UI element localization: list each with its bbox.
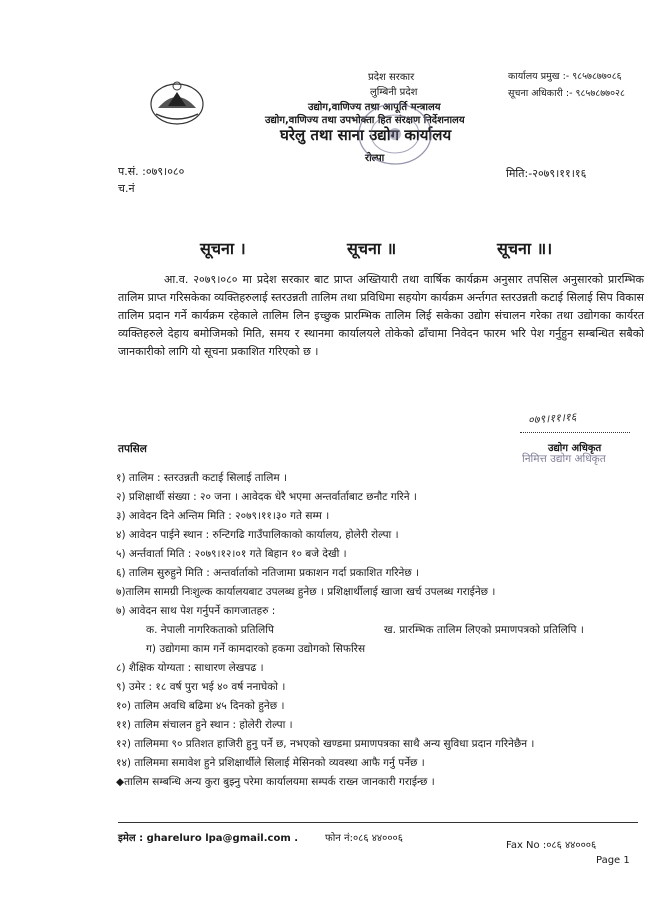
ministry-label: उद्योग,वाणिज्य तथा आपूर्ति मन्त्रालय [308,102,441,113]
list-item: ९) उमेर : १८ वर्ष पुरा भई ४० वर्ष ननाघेको । [116,681,286,693]
list-item: २) प्रशिक्षार्थी संख्या : २० जना । आवेदक धेरै भएमा अन्तर्वार्ताबाट छनौट गरिने । [116,491,417,503]
letter-number: प.सं. :०७९।०८० [118,165,185,178]
notice-body [118,271,644,361]
notice-heading-1: सूचना । [200,239,246,258]
list-item: १) तालिम : स्तरउन्नती कटाई सिलाई तालिम । [116,472,287,484]
info-officer-contact: सूचना अधिकारी :- ९८५७८७७०२८ [508,88,625,99]
footer-fax: Fax No :०८६ ४४०००६ [506,840,597,851]
list-item: ८) शैक्षिक योग्यता : साधारण लेखपढ । [116,662,264,674]
list-item: ३) आवेदन दिने अन्तिम मिति : २०७९।११।३० गते सम्म । [116,510,330,522]
office-title: घरेलु तथा साना उद्योग कार्यालय [280,126,452,144]
signatory-title: उद्योग अधिकृत [548,443,602,454]
notice-heading-3: सूचना ॥। [497,239,553,258]
directorate-label: उद्योग,वाणिज्य तथा उपभोक्ता हित संरक्षण निर्देशनालय [265,115,465,126]
district-label: रोल्पा [365,153,385,164]
list-item: ११) तालिम संचालन हुने स्थान : होलेरी रोल्पा । [116,719,293,731]
footer-divider [118,822,638,823]
signature-scrawl: ०७९।११।१६ [527,410,577,427]
footer-phone: फोन नं:०८६ ४४०००६ [325,833,403,844]
notice-body-text: आ.व. २०७९।०८० मा प्रदेश सरकार बाट प्राप्त अख्तियारी तथा वार्षिक कार्यक्रम अनुसार तपसिल अनुसारको प्रारम्भिक तालिम प्राप्त गरिसकेका व्यक्तिहरुलाई स्तरउन्नती तालिम तथा प्रविधिमा सहयोग कार्यक्रम अर्न्तगत स्तरउन्नती कटाई सिलाई सिप विकास तालिम प्रदान गर्ने कार्यक्रम रहेकाले तालिम लिन इच्छुक प्रारम्भिक तालिम लिई सकेका उद्योग संचालन गरेका तथा उद्योगका कार्यरत व्यक्तिहरुले देहाय बमोजिमको मिति, समय र स्थानमा कार्यालयले तोकेको ढाँचामा निवेदन फारम भरि पेश गर्नुहुन सम्बन्धित सबैको जानकारीको लागि यो सूचना प्रकाशित गरिएको छ । [118,273,644,358]
nepal-emblem-icon [148,78,206,126]
list-item: ग) उद्योगमा काम गर्ने कामदारको हकमा उद्योगको सिफरिस [146,643,366,655]
signature-line [520,432,630,433]
dispatch-number: च.नं [118,182,135,195]
province-label: लुम्बिनी प्रदेश [370,87,418,98]
list-item: १४) तालिममा समावेश हुने प्रशिक्षार्थीले सिलाई मेसिनको व्यवस्था आफै गर्नु पर्नेछ । [116,757,425,769]
list-item: ७)तालिम सामग्री निःशुल्क कार्यालयबाट उपलब्ध हुनेछ । प्रशिक्षार्थीलाई खाजा खर्च उपलब्ध गराईनेछ । [116,586,496,598]
officer-stamp: निमित्त उद्योग अधिकृत [522,453,606,465]
list-item: ६) तालिम सुरुहुने मिति : अन्तर्वार्ताको नतिजामा प्रकाशन गर्दा प्रकाशित गरिनेछ । [116,567,420,579]
chief-contact: कार्यालय प्रमुख :- ९८५७८७७०८६ [508,71,622,82]
list-item: ख. प्रारम्भिक तालिम लिएको प्रमाणपत्रको प्रतिलिपि । [384,624,584,636]
page-number: Page 1 [596,855,630,866]
list-item: १०) तालिम अवधि बढिमा ४५ दिनको हुनेछ । [116,700,285,712]
list-item: ७) आवेदन साथ पेश गर्नुपर्ने कागजातहरु : [116,605,276,617]
list-item: ५) अर्न्तवार्ता मिति : २०७९।१२।०१ गते बिहान १० बजे देखी । [116,548,347,560]
list-item: १२) तालिममा ९० प्रतिशत हाजिरी हुनु पर्ने छ, नभएको खण्डमा प्रमाणपत्रका साथै अन्य सुविधा प्रदान गरिनेछैन । [116,738,535,750]
letter-date: मिति:-२०७९।११।१६ [506,167,587,180]
notice-heading-2: सूचना ॥ [347,239,397,258]
list-item: क. नेपाली नागरिकताको प्रतिलिपि [146,624,274,636]
schedule-title: तपसिल [118,443,147,455]
office-seal-stamp [355,100,435,168]
footer-email: इमेल : ghareluro lpa@gmail.com . [118,833,299,844]
list-item: ४) आवेदन पाईने स्थान : रुन्टिगढि गाउँपालिकाको कार्यालय, होलेरी रोल्पा । [116,529,399,541]
government-label: प्रदेश सरकार [368,72,415,83]
list-item: ◆तालिम सम्बन्धि अन्य कुरा बुझ्नु परेमा कार्यालयमा सम्पर्क राख्न जानकारी गराईन्छ । [116,776,435,788]
